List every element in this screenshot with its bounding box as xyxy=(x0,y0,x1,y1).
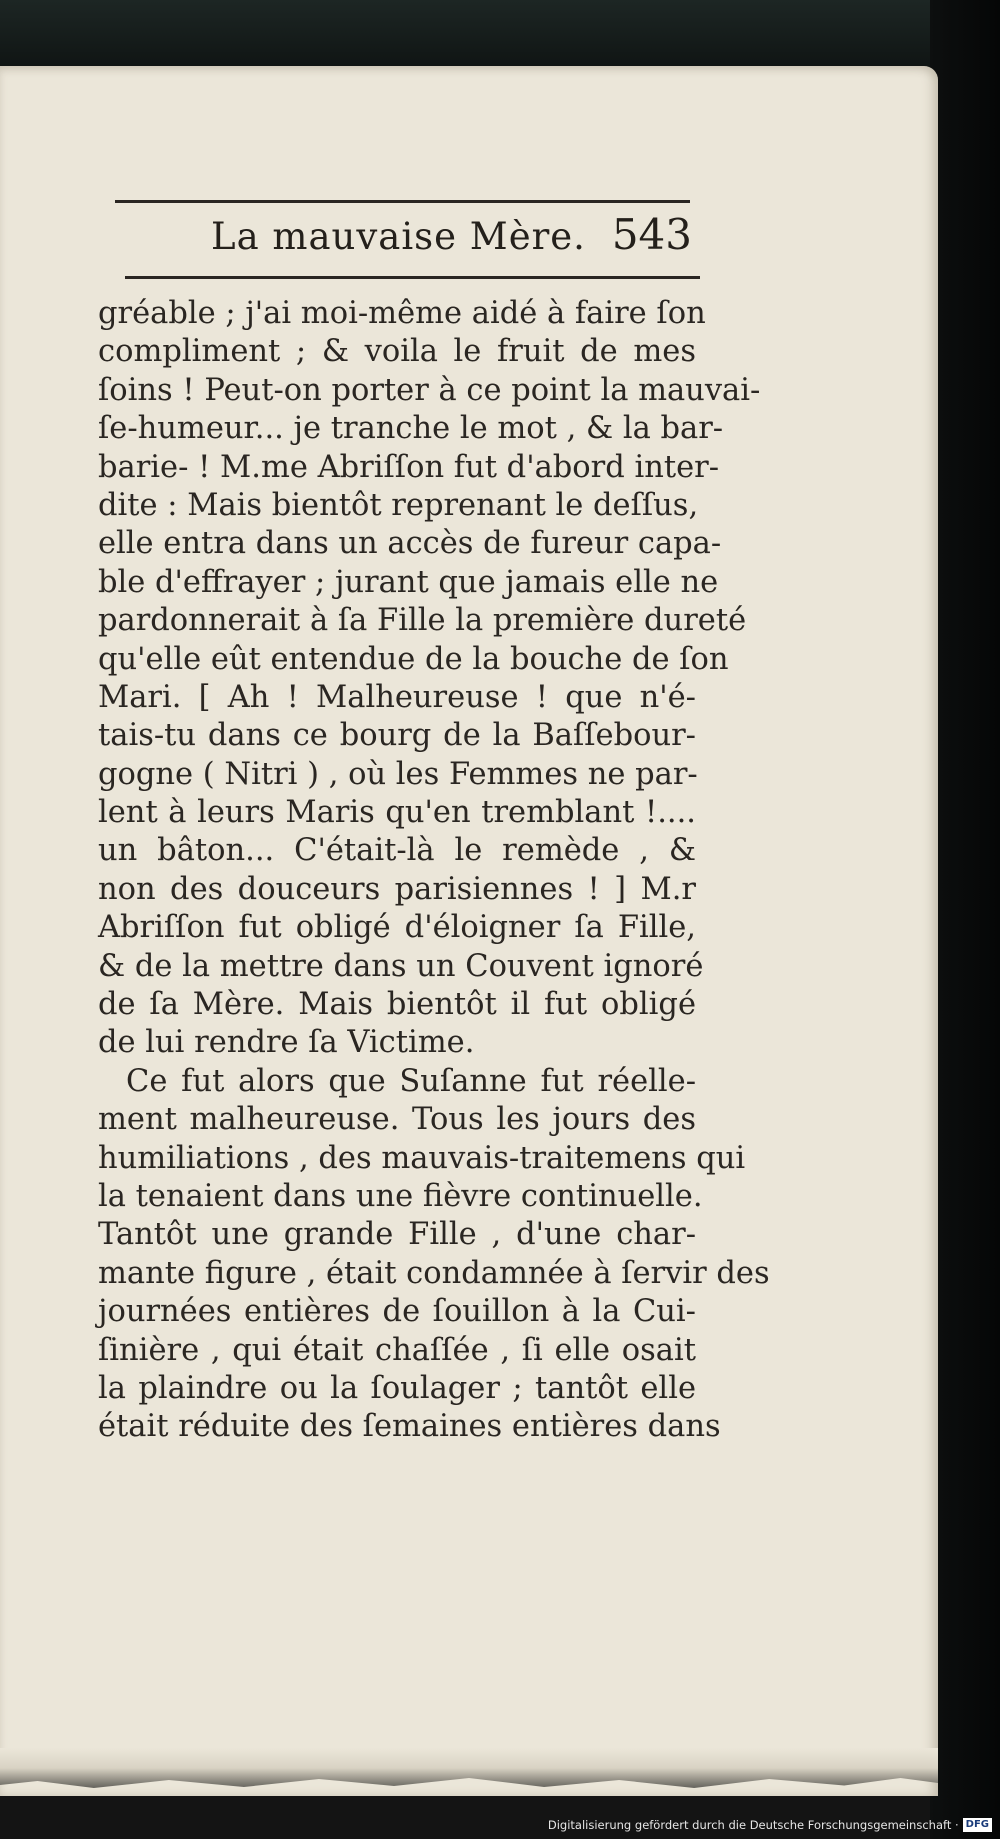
text-line: était réduite des ſemaines entières dans xyxy=(98,1409,721,1445)
text-line: un bâton... C'était-là le remède , & xyxy=(98,833,696,869)
body-text xyxy=(98,295,770,1447)
text-line: Ce fut alors que Suſanne fut réelle- xyxy=(126,1063,696,1099)
text-line: ſinière , qui était chaſſée , ſi elle osait xyxy=(98,1332,696,1368)
text-line: non des douceurs parisiennes ! ] M.r xyxy=(98,871,696,907)
text-line: elle entra dans un accès de fureur capa- xyxy=(98,526,722,562)
page-number: 543 xyxy=(611,210,692,259)
running-title: La mauvaise Mère. xyxy=(211,215,586,258)
text-line: humiliations , des mauvais-traitemens qui xyxy=(98,1140,746,1176)
credit-text: Digitalisierung gefördert durch die Deutsche Forschungsgemeinschaft · xyxy=(547,1818,959,1832)
text-line: gréable ; j'ai moi-même aidé à faire ſon xyxy=(98,296,706,331)
text-line: ble d'effrayer ; jurant que jamais elle ne xyxy=(98,564,719,600)
text-line: ſe-humeur... je tranche le mot , & la bar- xyxy=(98,411,724,447)
header-rule-bottom xyxy=(125,276,700,279)
text-line: barie- ! M.me Abriſſon fut d'abord inter- xyxy=(98,449,720,485)
running-header xyxy=(115,210,700,270)
scan-background-top xyxy=(0,0,1000,70)
header-rule-top xyxy=(115,200,690,203)
dfg-logo-icon: DFG xyxy=(963,1818,992,1832)
text-line: mante figure , était condamnée à ſervir des xyxy=(98,1255,770,1291)
text-line: de lui rendre ſa Victime. xyxy=(98,1025,475,1061)
text-line: Mari. [ Ah ! Malheureuse ! que n'é- xyxy=(98,679,696,715)
text-line: journées entières de ſouillon à la Cui- xyxy=(98,1294,696,1330)
text-line: dite : Mais bientôt reprenant le deſſus, xyxy=(98,487,699,523)
text-line: compliment ; & voila le fruit de mes xyxy=(98,334,696,370)
text-line: la plaindre ou la ſoulager ; tantôt elle xyxy=(98,1370,696,1406)
text-line: de ſa Mère. Mais bientôt il fut obligé xyxy=(98,987,696,1023)
text-line: ment malheureuse. Tous les jours des xyxy=(98,1102,696,1138)
text-line: Abriſſon fut obligé d'éloigner ſa Fille, xyxy=(98,910,696,946)
text-line: qu'elle eût entendue de la bouche de ſon xyxy=(98,641,729,677)
text-line: lent à leurs Maris qu'en tremblant !.... xyxy=(98,795,696,831)
text-line: Tantôt une grande Fille , d'une char- xyxy=(98,1217,696,1253)
text-line: tais-tu dans ce bourg de la Baſſebour- xyxy=(98,718,696,754)
text-line: & de la mettre dans un Couvent ignoré xyxy=(98,948,704,984)
text-line: pardonnerait à ſa Fille la première dureté xyxy=(98,603,747,639)
scan-background-right xyxy=(930,0,1000,1839)
text-line: la tenaient dans une fièvre continuelle. xyxy=(98,1178,703,1214)
digitization-credit xyxy=(548,1815,992,1835)
text-line: ſoins ! Peut-on porter à ce point la mauvai- xyxy=(98,372,761,408)
text-line: gogne ( Nitri ) , où les Femmes ne par- xyxy=(98,756,698,792)
